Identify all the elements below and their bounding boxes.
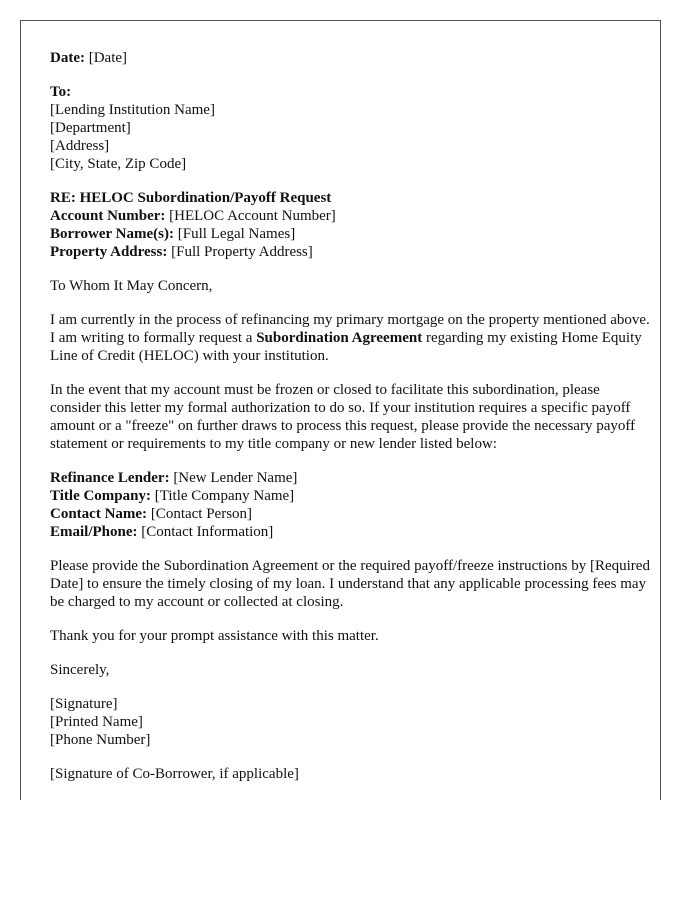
printed-name-placeholder: [Printed Name]: [50, 714, 143, 730]
closing-line: Sincerely,: [50, 662, 110, 678]
signature-block: [50, 695, 650, 749]
request-paragraph-start: I am currently in the process of refinancing my primary mortgage on the property mentioned above. I am writing to formally request a: [50, 312, 650, 346]
re-subject: RE: HELOC Subordination/Payoff Request: [50, 190, 332, 206]
borrower-names-label: Borrower Name(s):: [50, 226, 174, 242]
refinance-lender-line: [50, 469, 650, 487]
recipient-address-line: [Address]: [50, 138, 110, 154]
contacts-block: [50, 469, 650, 541]
title-company-value: [Title Company Name]: [154, 488, 295, 504]
borrower-names-line: [50, 225, 650, 243]
refinance-lender-value: [New Lender Name]: [173, 470, 298, 486]
letter-body: [50, 49, 650, 799]
date-line: [50, 49, 650, 67]
property-address-value: [Full Property Address]: [171, 244, 313, 260]
account-number-line: [50, 207, 650, 225]
reference-block: [50, 189, 650, 261]
email-phone-label: Email/Phone:: [50, 524, 138, 540]
property-address-label: Property Address:: [50, 244, 168, 260]
account-number-value: [HELOC Account Number]: [169, 208, 336, 224]
title-company-label: Title Company:: [50, 488, 151, 504]
request-paragraph-end: regarding my existing Home Equity Line of Credit (HELOC) with your institution.: [50, 330, 642, 364]
contact-name-label: Contact Name:: [50, 506, 148, 522]
subordination-agreement-emphasis: Subordination Agreement: [256, 330, 423, 346]
deadline-paragraph: Please provide the Subordination Agreement or the required payoff/freeze instructions by [Required Date] to ensure the timely closing of my loan. I understand that any applicable processing fees may be charged to my account or collected at closing.: [50, 558, 650, 610]
signature-placeholder: [Signature]: [50, 696, 118, 712]
email-phone-value: [Contact Information]: [141, 524, 274, 540]
recipient-city-state-zip: [City, State, Zip Code]: [50, 156, 187, 172]
salutation: To Whom It May Concern,: [50, 278, 213, 294]
title-company-line: [50, 487, 650, 505]
email-phone-line: [50, 523, 650, 541]
recipient-institution: [Lending Institution Name]: [50, 102, 215, 118]
recipient-label: To:: [50, 84, 72, 100]
contact-name-line: [50, 505, 650, 523]
borrower-names-value: [Full Legal Names]: [177, 226, 296, 242]
phone-number-placeholder: [Phone Number]: [50, 732, 151, 748]
request-paragraph: [50, 311, 650, 365]
thank-you-line: Thank you for your prompt assistance with this matter.: [50, 628, 379, 644]
co-borrower-signature: [Signature of Co-Borrower, if applicable]: [50, 766, 299, 782]
property-address-line: [50, 243, 650, 261]
date-value: [Date]: [88, 50, 128, 66]
account-number-label: Account Number:: [50, 208, 166, 224]
recipient-address: [50, 83, 650, 173]
letter-page: [20, 20, 661, 800]
date-label: Date:: [50, 50, 85, 66]
authorization-paragraph: In the event that my account must be frozen or closed to facilitate this subordination, please consider this letter my formal authorization to do so. If your institution requires a specific payoff amount or a "freeze" on further draws to process this request, please provide the necessary payoff statement or requirements to my title company or new lender listed below:: [50, 382, 636, 452]
recipient-department: [Department]: [50, 120, 131, 136]
refinance-lender-label: Refinance Lender:: [50, 470, 170, 486]
contact-name-value: [Contact Person]: [150, 506, 253, 522]
